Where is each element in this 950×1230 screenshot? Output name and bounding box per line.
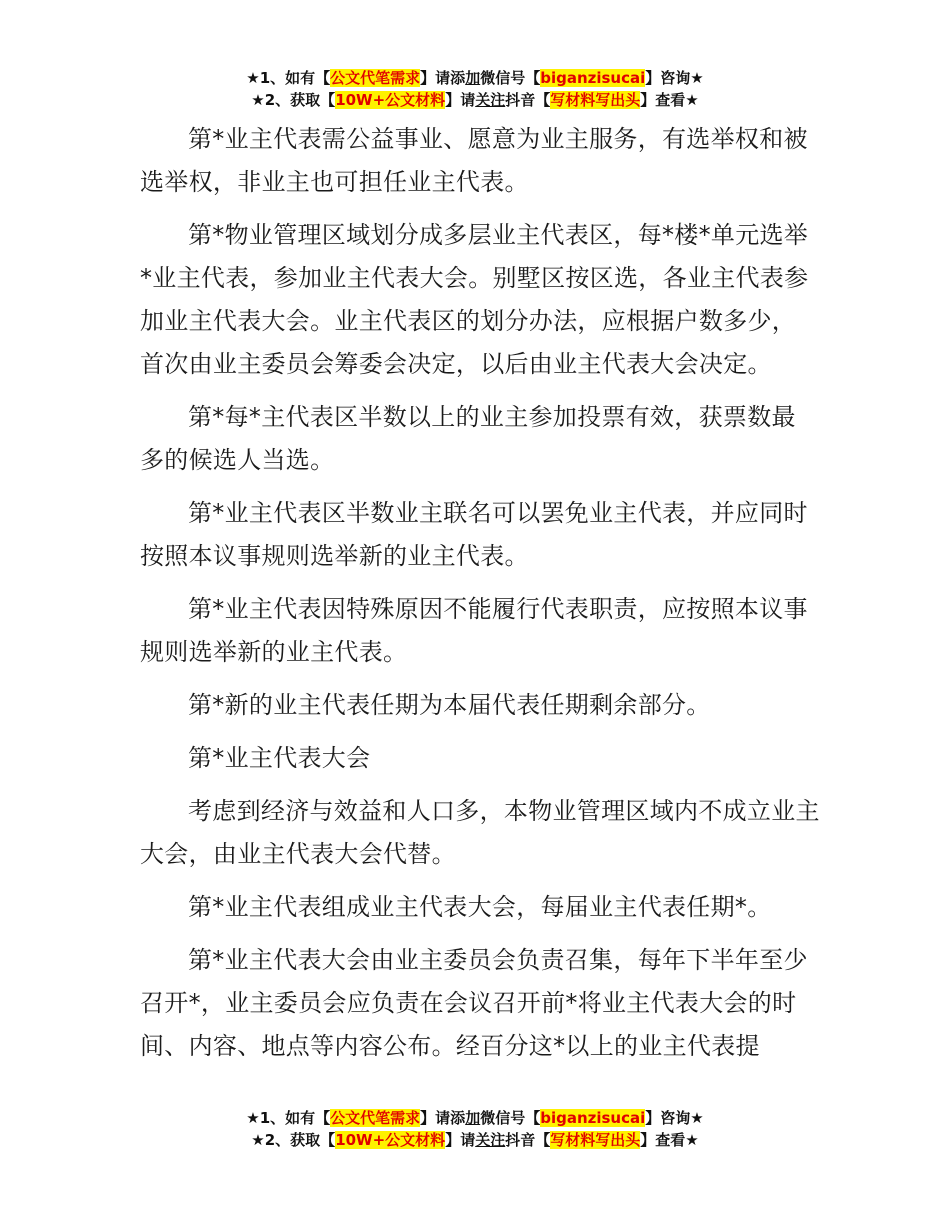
paragraph: 第*业主代表区半数业主联名可以罢免业主代表，并应同时按照本议事规则选举新的业主代表。	[140, 499, 808, 570]
banner-line-1	[0, 1107, 950, 1129]
section-heading: 第*业主代表大会	[188, 744, 371, 772]
banner-text: 】咨询★	[645, 69, 704, 87]
banner-underline: 加	[465, 69, 481, 87]
banner-line-2	[0, 89, 950, 111]
banner-highlight: 10W+公文材料	[335, 1131, 446, 1149]
banner-text: 抖音【	[505, 91, 551, 109]
paragraph: 第*业主代表需公益事业、愿意为业主服务，有选举权和被选举权，非业主也可担任业主代表。	[140, 125, 808, 196]
banner-text: 】查看★	[640, 1131, 699, 1149]
banner-text: 微信号【	[480, 1109, 541, 1127]
document-body	[140, 118, 820, 1078]
banner-highlight: biganzisucai	[540, 69, 646, 87]
banner-text: 抖音【	[505, 1131, 551, 1149]
banner-text: 】咨询★	[645, 1109, 704, 1127]
banner-text: 】请	[445, 91, 476, 109]
banner-underline: 加	[465, 1109, 481, 1127]
paragraph: 第*业主代表因特殊原因不能履行代表职责，应按照本议事规则选举新的业主代表。	[140, 595, 808, 666]
banner-text: 】请	[445, 1131, 476, 1149]
footer-banner	[0, 1107, 950, 1151]
banner-highlight: 写材料写出头	[550, 1131, 641, 1149]
banner-highlight: 10W+公文材料	[335, 91, 446, 109]
banner-text: ★2、获取【	[251, 1131, 336, 1149]
banner-highlight: 公文代笔需求	[330, 69, 421, 87]
banner-text: 】查看★	[640, 91, 699, 109]
banner-text: 】请添	[420, 1109, 466, 1127]
paragraph: 第*业主代表组成业主代表大会，每届业主代表任期*。	[188, 893, 772, 921]
banner-line-1	[0, 67, 950, 89]
header-banner	[0, 67, 950, 111]
paragraph: 考虑到经济与效益和人口多，本物业管理区域内不成立业主大会，由业主代表大会代替。	[140, 797, 820, 868]
paragraph: 第*物业管理区域划分成多层业主代表区，每*楼*单元选举*业主代表，参加业主代表大会。别墅区按区选，各业主代表参加业主代表大会。业主代表区的划分办法，应根据户数多少，首次由业主委员会筹委会决定，以后由业主代表大会决定。	[140, 221, 809, 378]
paragraph: 第*业主代表大会由业主委员会负责召集，每年下半年至少召开*，业主委员会应负责在会议召开前*将业主代表大会的时间、内容、地点等内容公布。经百分这*以上的业主代表提	[140, 946, 808, 1060]
paragraph: 第*每*主代表区半数以上的业主参加投票有效，获票数最多的候选人当选。	[140, 403, 796, 474]
banner-underline: 关注	[475, 1131, 506, 1149]
banner-highlight: 公文代笔需求	[330, 1109, 421, 1127]
banner-text: ★2、获取【	[251, 91, 336, 109]
banner-line-2	[0, 1129, 950, 1151]
banner-highlight: 写材料写出头	[550, 91, 641, 109]
banner-text: 】请添	[420, 69, 466, 87]
banner-text: ★1、如有【	[246, 69, 331, 87]
banner-underline: 关注	[475, 91, 506, 109]
banner-text: ★1、如有【	[246, 1109, 331, 1127]
paragraph: 第*新的业主代表任期为本届代表任期剩余部分。	[188, 691, 711, 719]
banner-text: 微信号【	[480, 69, 541, 87]
banner-highlight: biganzisucai	[540, 1109, 646, 1127]
